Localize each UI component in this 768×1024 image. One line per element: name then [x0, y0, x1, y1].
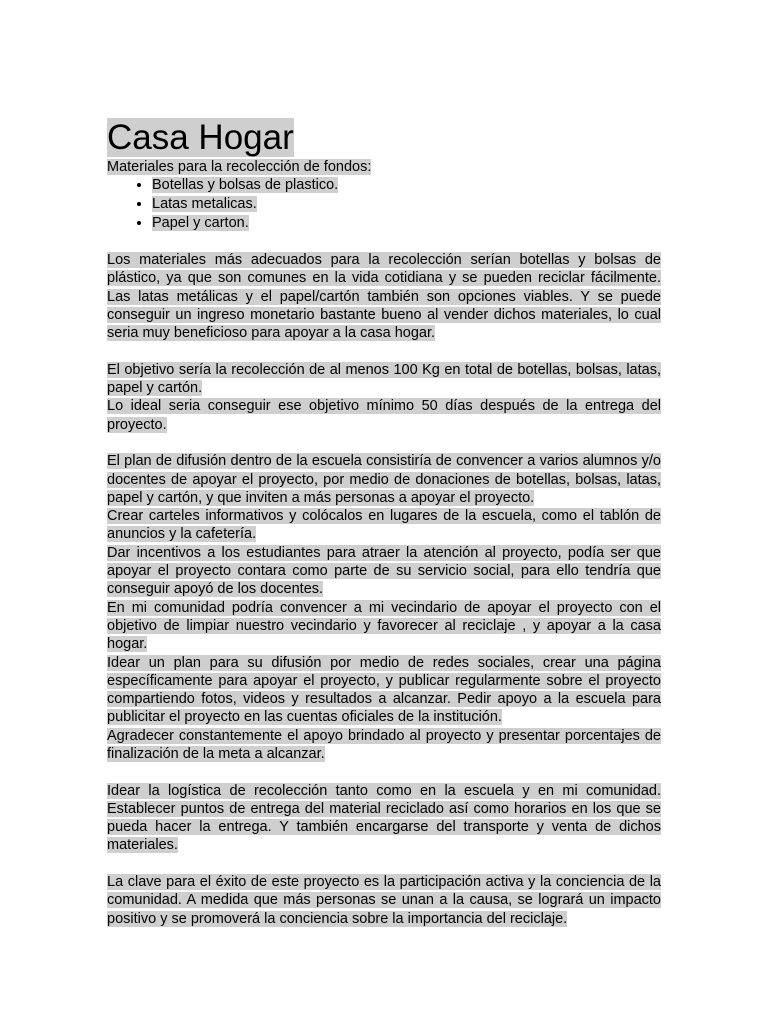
spacer	[107, 233, 661, 251]
paragraph-school-plan: El plan de difusión dentro de la escuela consistiría de convencer a varios alumnos y/o docentes de apoyar el proyecto, por medio de donaciones de botellas, bolsas, latas, papel y cartón, y que inviten a más personas a apoyar el proyecto.	[107, 453, 661, 506]
list-item: • Papel y carton.	[152, 214, 661, 233]
list-item: • Latas metalicas.	[152, 195, 661, 214]
document-page	[107, 118, 661, 928]
paragraph-gratitude: Agradecer constantemente el apoyo brindado al proyecto y presentar porcentajes de finalización de la meta a alcanzar.	[107, 727, 661, 762]
paragraph-posters: Crear carteles informativos y colócalos en lugares de la escuela, como el tablón de anuncios y la cafetería.	[107, 508, 661, 543]
paragraph-social-media: Idear un plan para su difusión por medio de redes sociales, crear una página específicamente para apoyar el proyecto, y publicar regularmente sobre el proyecto compartiendo fotos, videos y resultados a alcanzar. Pedir apoyo a la escuela para publicitar el proyecto en las cuentas oficiales de la institución.	[107, 654, 661, 726]
paragraph-materials: Los materiales más adecuados para la recolección serían botellas y bolsas de plástico, ya que son comunes en la vida cotidiana y se pueden reciclar fácilmente. Las latas metálicas y el papel/cartón también son opciones viables. Y se puede conseguir un ingreso monetario bastante bueno al vender dichos materiales, lo cual seria muy beneficioso para apoyar a la casa hogar.	[107, 251, 661, 342]
paragraph-logistics: Idear la logística de recolección tanto como en la escuela y en mi comunidad. Establecer puntos de entrega del material reciclado así como horarios en los que se pueda hacer la entrega. Y también encargarse del transporte y venta de dichos materiales.	[107, 782, 661, 854]
spacer	[107, 855, 661, 873]
spacer	[107, 342, 661, 360]
paragraph-community: En mi comunidad podría convencer a mi vecindario de apoyar el proyecto con el objetivo de limpiar nuestro vecindario y favorecer al reciclaje , y apoyar a la casa hogar.	[107, 599, 661, 653]
materials-heading: Materiales para la recolección de fondos:	[107, 159, 372, 175]
materials-list	[107, 176, 661, 232]
list-item: • Botellas y bolsas de plastico.	[152, 176, 661, 195]
spacer	[107, 434, 661, 452]
spacer	[107, 763, 661, 781]
paragraph-incentives: Dar incentivos a los estudiantes para atraer la atención al proyecto, podía ser que apoyar el proyecto contara como parte de su servicio social, para ello tendría que conseguir apoyó de los docentes.	[107, 544, 661, 598]
paragraph-deadline: Lo ideal seria conseguir ese objetivo mínimo 50 días después de la entrega del proyecto.	[107, 398, 661, 433]
paragraph-objective: El objetivo sería la recolección de al menos 100 Kg en total de botellas, bolsas, latas, papel y cartón.	[107, 361, 661, 397]
document-title: Casa Hogar	[107, 118, 294, 157]
paragraph-conclusion: La clave para el éxito de este proyecto es la participación activa y la conciencia de la comunidad. A medida que más personas se unan a la causa, se logrará un impacto positivo y se promoverá la conciencia sobre la importancia del reciclaje.	[107, 874, 661, 927]
